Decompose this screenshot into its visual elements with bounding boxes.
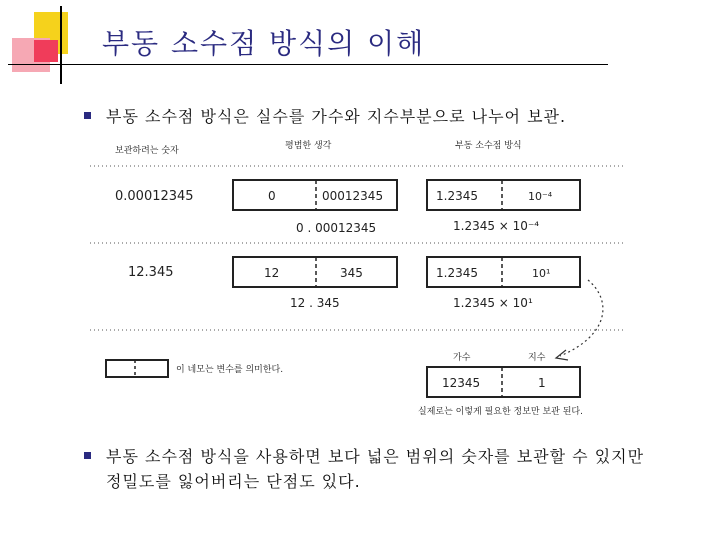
storage-exponent-label: 지수 xyxy=(528,353,546,363)
header-number: 보관하려는 숫자 xyxy=(115,146,179,156)
row2-float-caption: 1.2345 × 10¹ xyxy=(453,296,533,310)
row2-float-exponent: 10¹ xyxy=(532,267,551,280)
header-plain: 평범한 생각 xyxy=(285,141,332,151)
row1-plain-caption: 0 . 00012345 xyxy=(296,221,377,235)
legend-text: 이 네모는 변수를 의미한다. xyxy=(176,365,284,375)
slide-title: 부동 소수점 방식의 이해 xyxy=(102,27,426,60)
row2-number: 12.345 xyxy=(128,265,174,280)
bullet-text-2: 부동 소수점 방식을 사용하면 보다 넓은 범위의 숫자를 보관할 수 있지만 정밀도를 잃어버리는 단점도 있다. xyxy=(106,447,645,491)
row1-float-caption: 1.2345 × 10⁻⁴ xyxy=(453,219,540,233)
curved-arrow xyxy=(560,280,603,356)
arrow-head xyxy=(556,350,568,360)
storage-exponent-value: 1 xyxy=(538,376,546,390)
row2-float-mantissa: 1.2345 xyxy=(436,266,478,280)
storage-mantissa-label: 가수 xyxy=(453,353,471,363)
row2-plain-caption: 12 . 345 xyxy=(290,296,340,310)
bullet-marker-2 xyxy=(84,452,91,459)
legend-box xyxy=(106,360,168,377)
row2-plain-left: 12 xyxy=(264,266,280,280)
row1-plain-left: 0 xyxy=(268,189,276,203)
row1-float-mantissa: 1.2345 xyxy=(436,189,478,203)
storage-mantissa-value: 12345 xyxy=(442,376,481,390)
bullet-text-1: 부동 소수점 방식은 실수를 가수와 지수부분으로 나누어 보관. xyxy=(106,107,567,126)
row1-plain-right: 00012345 xyxy=(322,189,384,203)
row1-float-exponent: 10⁻⁴ xyxy=(528,190,553,203)
storage-caption: 실제로는 이렇게 필요한 정보만 보관 된다. xyxy=(418,407,583,417)
row2-plain-right: 345 xyxy=(340,266,363,280)
row2-plain-box xyxy=(233,257,397,287)
row1-number: 0.00012345 xyxy=(115,189,194,204)
header-float: 부동 소수점 방식 xyxy=(455,141,522,151)
